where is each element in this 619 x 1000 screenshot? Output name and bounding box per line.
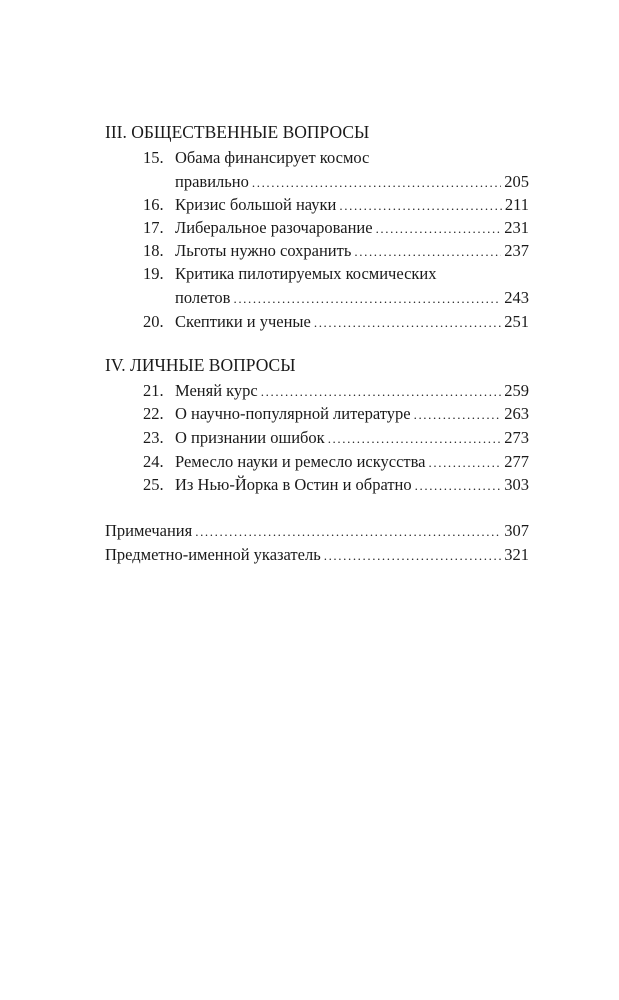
chapter-title: Кризис большой науки: [175, 195, 337, 214]
dot-leader: [339, 195, 501, 217]
chapter-title: Из Нью-Йорка в Остин и обратно: [175, 475, 412, 494]
dot-leader: [415, 475, 502, 497]
dot-leader: [195, 521, 501, 543]
chapter-number-15: 15.: [143, 148, 164, 167]
page-number: 307: [504, 521, 529, 540]
chapter-title: полетов: [175, 288, 231, 307]
dot-leader: [429, 452, 502, 474]
dot-leader: [324, 545, 502, 567]
chapter-number-24: 24.: [143, 452, 164, 471]
chapter-title: Критика пилотируемых космических: [175, 264, 437, 283]
page-number: 231: [504, 218, 529, 237]
chapter-number-21: 21.: [143, 381, 164, 400]
dot-leader: [414, 404, 502, 426]
chapter-number-16: 16.: [143, 195, 164, 214]
toc-entry-19[interactable]: [175, 287, 529, 310]
chapter-number-20: 20.: [143, 312, 164, 331]
dot-leader: [233, 288, 501, 310]
chapter-number-22: 22.: [143, 404, 164, 423]
chapter-19-title-line1[interactable]: [175, 263, 529, 285]
toc-entry-15[interactable]: [175, 171, 529, 194]
page-number: 277: [504, 452, 529, 471]
toc-entry-22[interactable]: [175, 403, 529, 426]
dot-leader: [376, 218, 502, 240]
part-title-3: III. ОБЩЕСТВЕННЫЕ ВОПРОСЫ: [105, 122, 370, 142]
chapter-15-title-line1[interactable]: [175, 147, 529, 169]
chapter-title: Либеральное разочарование: [175, 218, 373, 237]
page-number: 211: [504, 195, 529, 214]
back-matter-title: Примечания: [105, 521, 193, 540]
chapter-number-17: 17.: [143, 218, 164, 237]
dot-leader: [314, 312, 501, 334]
page-number: 251: [504, 312, 529, 331]
chapter-title: О научно-популярной литературе: [175, 404, 411, 423]
page-number: 205: [504, 172, 529, 191]
toc-entry-17[interactable]: [175, 217, 529, 240]
dot-leader: [328, 428, 502, 450]
chapter-title: Скептики и ученые: [175, 312, 311, 331]
page-number: 259: [504, 381, 529, 400]
chapter-title: Льготы нужно сохранить: [175, 241, 352, 260]
chapter-number-19: 19.: [143, 264, 164, 283]
back-matter-title: Предметно-именной указатель: [105, 545, 321, 564]
page-number: 321: [504, 545, 529, 564]
toc-entry-16[interactable]: [175, 194, 529, 217]
toc-entry-25[interactable]: [175, 474, 529, 497]
toc-entry-23[interactable]: [175, 427, 529, 450]
toc-entry-18[interactable]: [175, 240, 529, 263]
chapter-title: правильно: [175, 172, 249, 191]
dot-leader: [354, 241, 501, 263]
toc-entry-notes[interactable]: [105, 520, 529, 543]
dot-leader: [252, 172, 501, 194]
toc-entry-index[interactable]: [105, 544, 529, 567]
page-number: 273: [504, 428, 529, 447]
chapter-title: Обама финансирует космос: [175, 148, 370, 167]
chapter-title: Ремесло науки и ремесло искусства: [175, 452, 426, 471]
chapter-number-23: 23.: [143, 428, 164, 447]
page-number: 263: [504, 404, 529, 423]
toc-entry-21[interactable]: [175, 380, 529, 403]
toc-entry-24[interactable]: [175, 451, 529, 474]
page-number: 303: [504, 475, 529, 494]
part-title-4: IV. ЛИЧНЫЕ ВОПРОСЫ: [105, 355, 296, 375]
chapter-title: Меняй курс: [175, 381, 258, 400]
page-number: 237: [504, 241, 529, 260]
chapter-title: О признании ошибок: [175, 428, 325, 447]
toc-entry-20[interactable]: [175, 311, 529, 334]
dot-leader: [261, 381, 501, 403]
page-number: 243: [504, 288, 529, 307]
chapter-number-18: 18.: [143, 241, 164, 260]
chapter-number-25: 25.: [143, 475, 164, 494]
